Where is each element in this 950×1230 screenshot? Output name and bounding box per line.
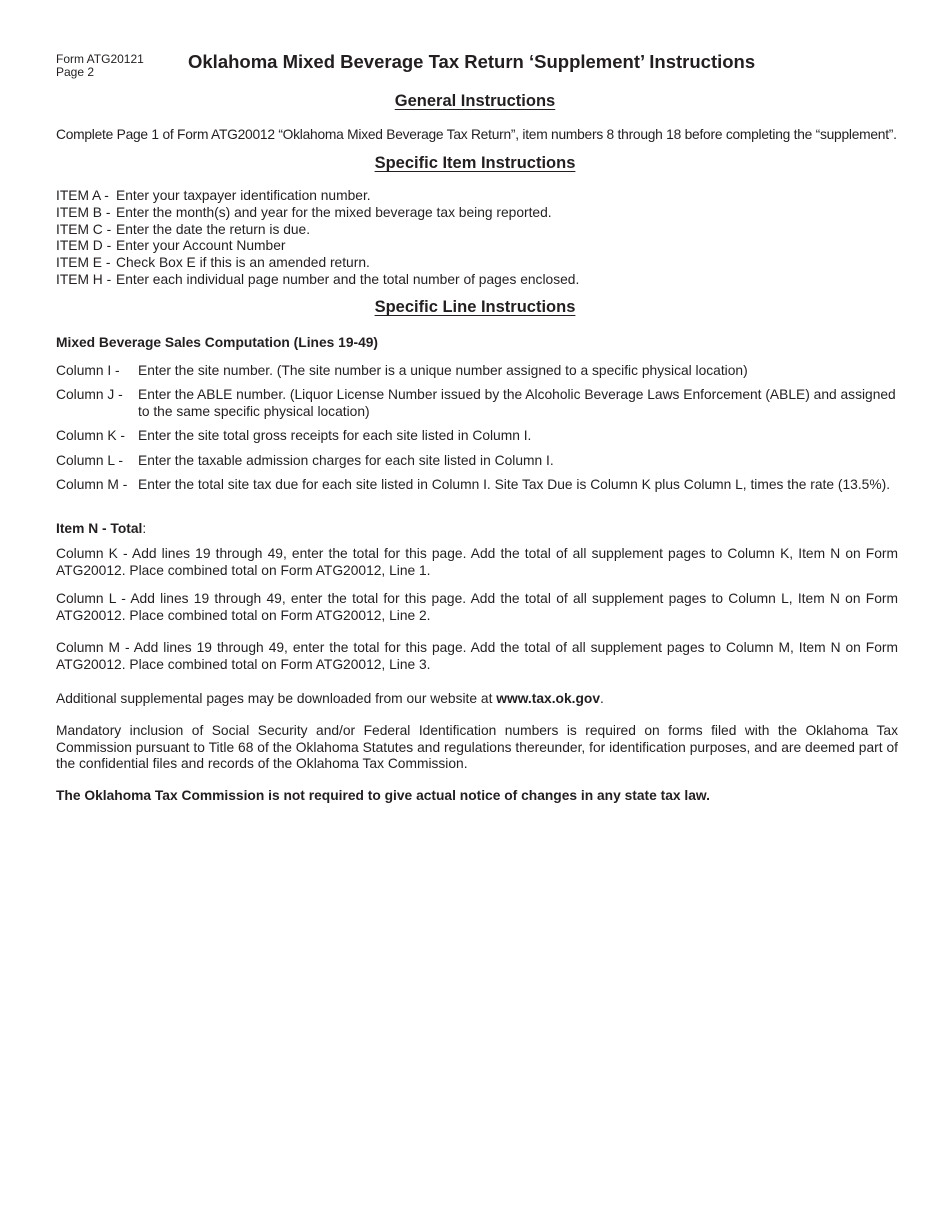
item-text: Enter the date the return is due. — [116, 221, 311, 237]
item-label: ITEM D - — [56, 238, 112, 254]
column-description: Enter the taxable admission charges for each site listed in Column I. — [138, 453, 554, 468]
item-text: Enter your Account Number — [116, 238, 286, 254]
disclaimer: The Oklahoma Tax Commission is not required to give actual notice of changes in any state tax law. — [56, 788, 710, 803]
item-text: Check Box E if this is an amended return. — [116, 255, 370, 271]
item-text: Enter your taxpayer identification number. — [116, 188, 371, 203]
column-description: Enter the total site tax due for each site listed in Column I. Site Tax Due is Column K plus Column L, times the rate (13.5%). — [138, 477, 891, 492]
column-label: Column M - — [56, 477, 128, 492]
website-note — [56, 691, 604, 708]
column-label: Column I - — [56, 363, 120, 378]
list-item — [56, 238, 579, 255]
item-n-heading — [56, 521, 146, 538]
item-text: Enter each individual page number and the total number of pages enclosed. — [116, 271, 580, 287]
column-label: Column J - — [56, 387, 123, 402]
list-item — [56, 272, 579, 289]
column-label: Column L - — [56, 453, 123, 468]
item-text: Enter the month(s) and year for the mixed beverage tax being reported. — [116, 204, 552, 220]
page-title: Oklahoma Mixed Beverage Tax Return ‘Supplement’ Instructions — [188, 51, 756, 72]
page-number: Page 2 — [56, 65, 95, 79]
item-n-colon: : — [142, 521, 147, 536]
website-link[interactable]: www.tax.ok.gov — [496, 691, 600, 706]
website-suffix: . — [600, 691, 604, 706]
column-label: Column K - — [56, 428, 126, 443]
item-label: ITEM A - — [56, 188, 109, 203]
item-instructions-heading: Specific Item Instructions — [374, 154, 576, 172]
website-prefix: Additional supplemental pages may be downloaded from our website at — [56, 691, 497, 706]
form-number: Form ATG20121 — [56, 52, 144, 66]
item-instructions-list — [56, 188, 579, 289]
mandatory-id-notice: Mandatory inclusion of Social Security and/or Federal Identification numbers is required on forms filed with the Oklahoma Tax Commission pursuant to Title 68 of the Oklahoma Statutes and regulations thereunder, for identification purposes, and are deemed part of the confidential files and records of the Oklahoma Tax Commission. — [56, 723, 898, 771]
list-item — [56, 205, 579, 222]
item-n-column-m: Column M - Add lines 19 through 49, enter the total for this page. Add the total of all supplement pages to Column M, Item N on Form ATG20012. Place combined total on Form ATG20012, Line 3. — [56, 640, 898, 672]
item-n-column-k: Column K - Add lines 19 through 49, enter the total for this page. Add the total of all supplement pages to Column K, Item N on Form ATG20012. Place combined total on Form ATG20012, Line 1. — [56, 546, 898, 578]
item-n-label: Item N - Total — [56, 521, 143, 536]
item-label: ITEM C - — [56, 221, 112, 237]
line-instructions-heading: Specific Line Instructions — [374, 298, 576, 316]
column-description: Enter the ABLE number. (Liquor License Number issued by the Alcoholic Beverage Laws Enforcement (ABLE) and assigned to the same specific physical location) — [138, 387, 896, 419]
general-instructions-heading: General Instructions — [394, 92, 556, 110]
sales-computation-subheading: Mixed Beverage Sales Computation (Lines 19-49) — [56, 335, 379, 350]
column-description: Enter the site total gross receipts for each site listed in Column I. — [138, 428, 532, 443]
general-instructions-text: Complete Page 1 of Form ATG20012 “Oklahoma Mixed Beverage Tax Return”, item numbers 8 through 18 before completing the “supplement”. — [56, 127, 897, 142]
list-item — [56, 255, 579, 272]
item-label: ITEM H - — [56, 271, 112, 287]
item-label: ITEM B - — [56, 204, 111, 220]
column-description: Enter the site number. (The site number is a unique number assigned to a specific physical location) — [138, 363, 748, 378]
list-item — [56, 188, 579, 205]
list-item — [56, 222, 579, 239]
item-label: ITEM E - — [56, 255, 111, 271]
item-n-column-l: Column L - Add lines 19 through 49, enter the total for this page. Add the total of all supplement pages to Column L, Item N on Form ATG20012. Place combined total on Form ATG20012, Line 2. — [56, 591, 898, 623]
form-identifier — [56, 53, 144, 79]
